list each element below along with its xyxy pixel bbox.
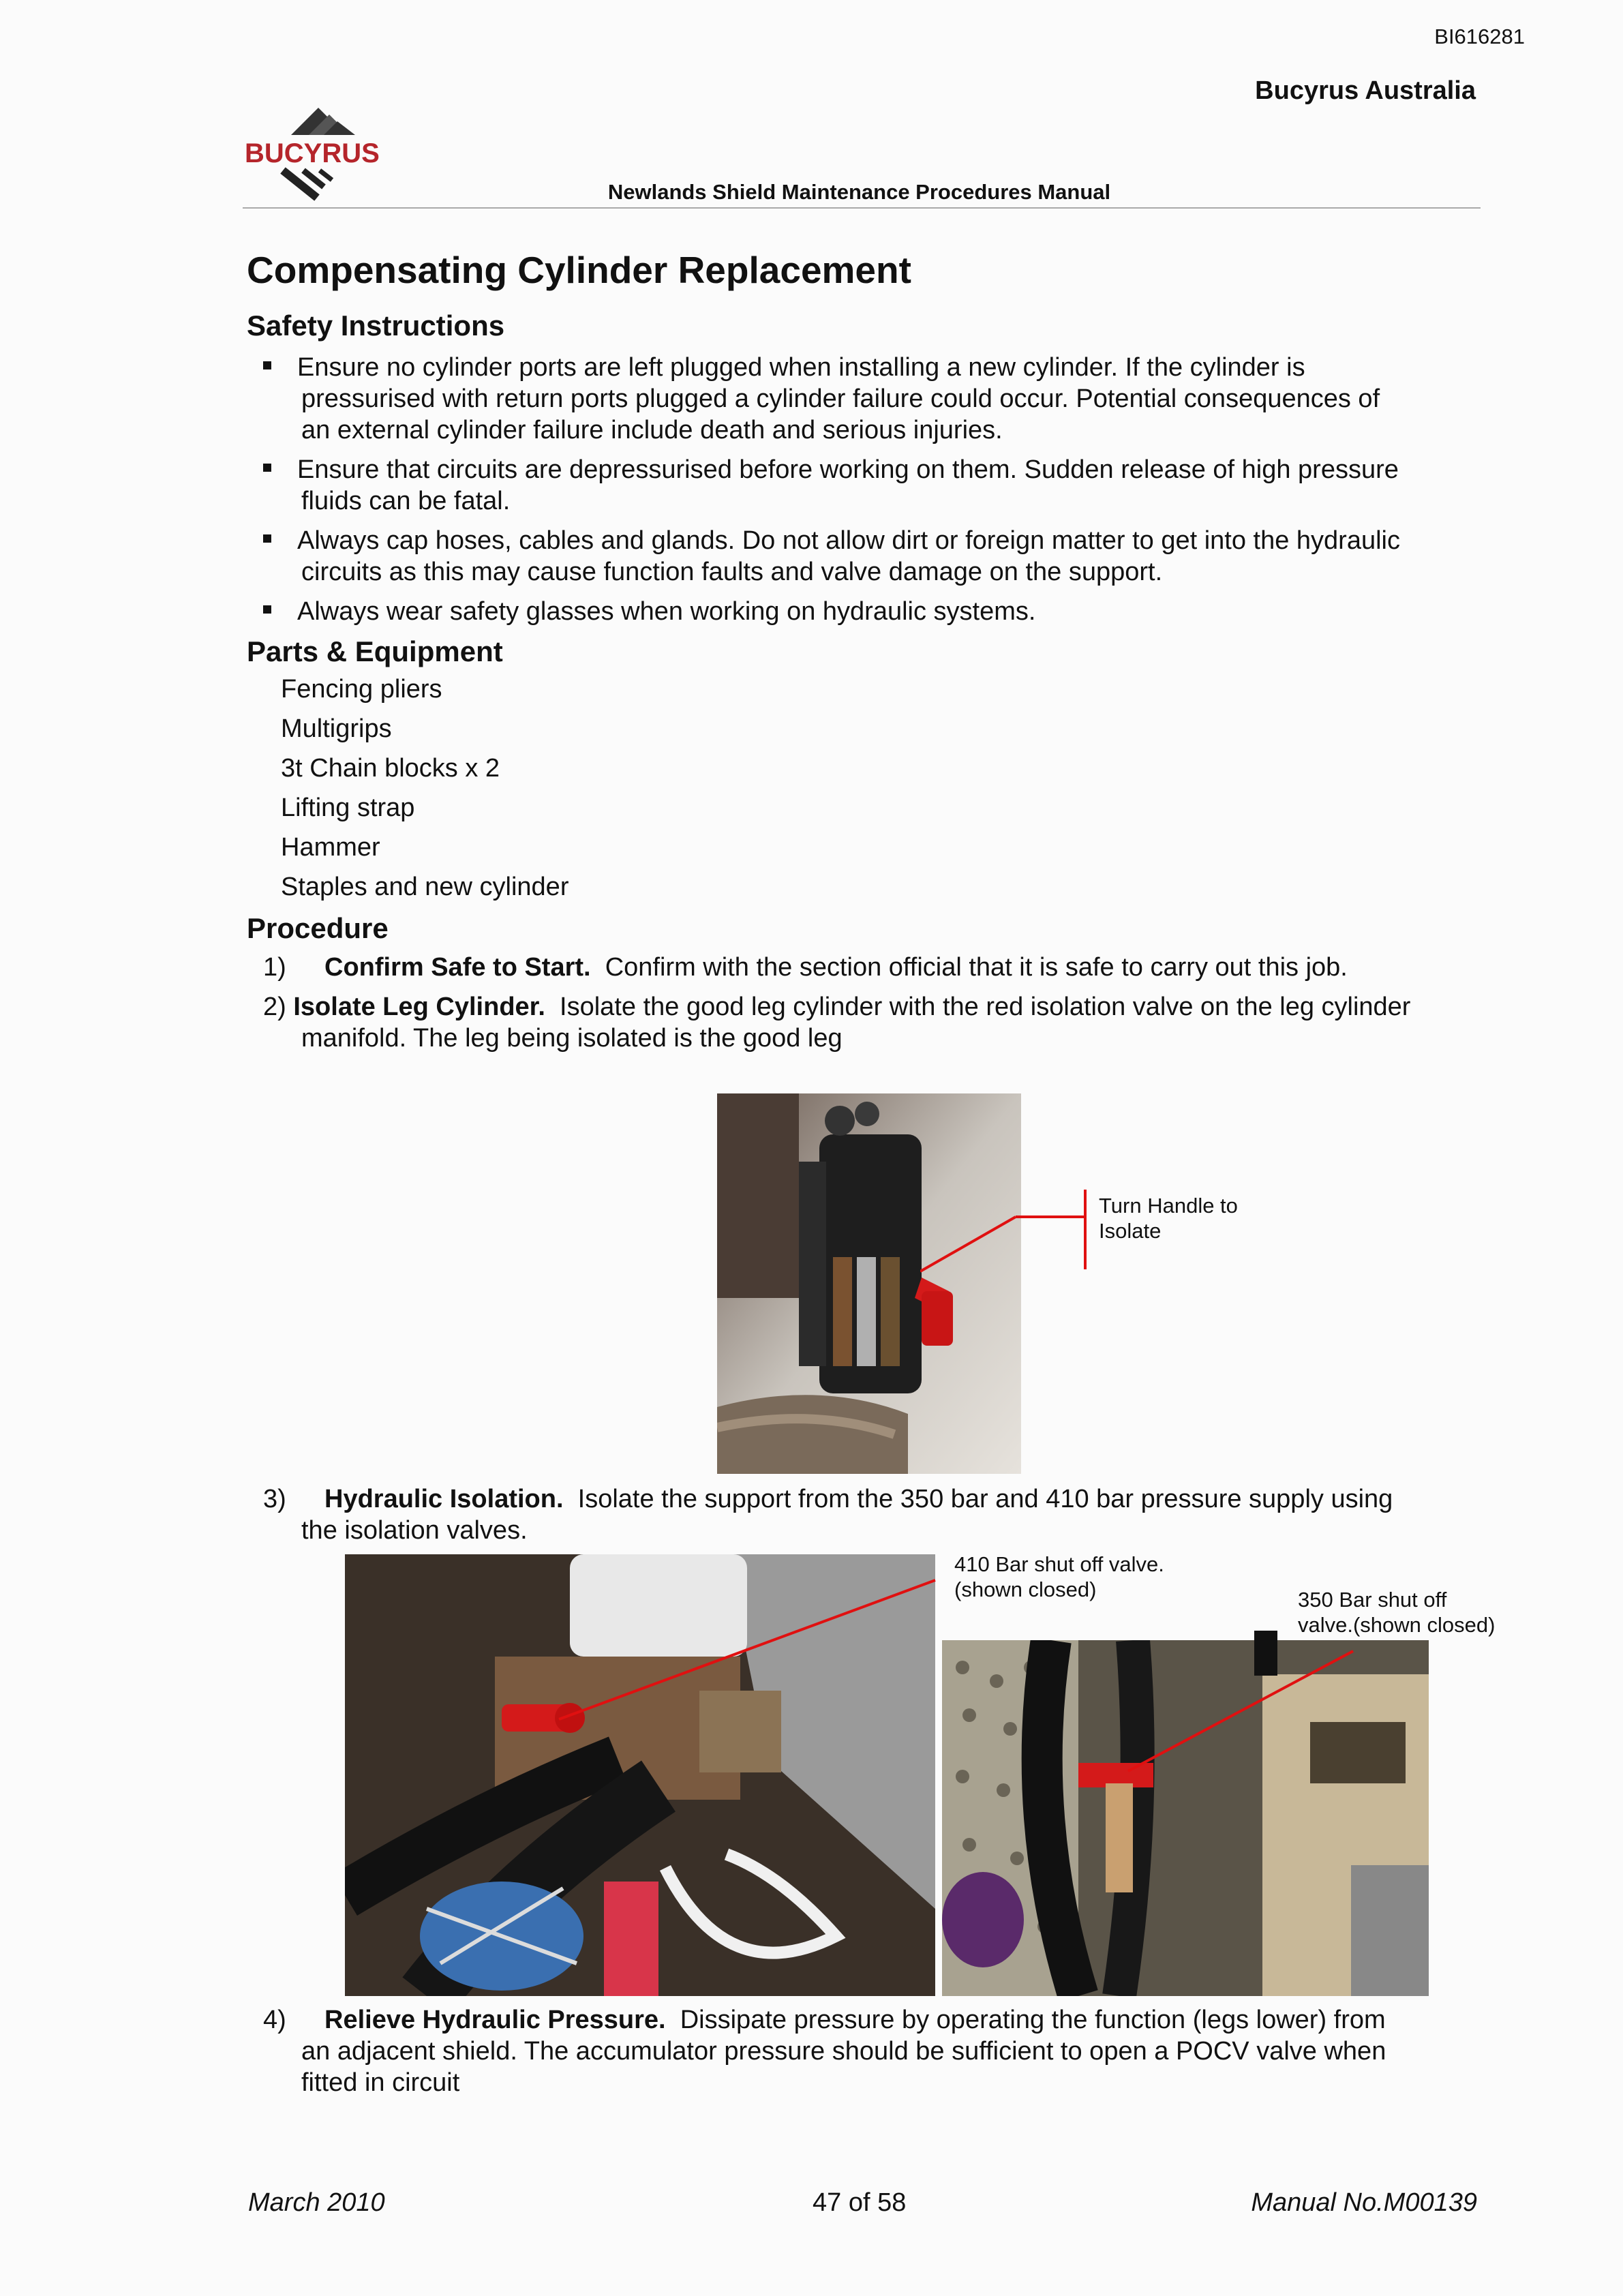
isolate-caption: Turn Handle to Isolate — [1099, 1194, 1238, 1243]
part-item: Lifting strap — [281, 794, 415, 822]
procedure-step: 4) Relieve Hydraulic Pressure. Dissipate pressure by operating the function (legs lower) from an adjacent shield. The accumulator pressure should be sufficient to open a POCV valve when fitted in circuit — [263, 2006, 1386, 2097]
valve-350-caption: 350 Bar shut off valve.(shown closed) — [1298, 1588, 1496, 1637]
procedure-step: 2) Isolate Leg Cylinder. Isolate the good leg cylinder with the red isolation valve on the leg cylinder manifold. The leg being isolated is the good leg — [263, 993, 1411, 1053]
procedure-step: 3) Hydraulic Isolation. Isolate the support from the 350 bar and 410 bar pressure supply using the isolation valves. — [263, 1485, 1393, 1545]
manual-title: Newlands Shield Maintenance Procedures Manual — [607, 180, 1111, 204]
safety-item: Always wear safety glasses when working on hydraulic systems. — [263, 596, 1476, 627]
valve-410-caption: 410 Bar shut off valve. (shown closed) — [954, 1552, 1164, 1601]
safety-item: Ensure no cylinder ports are left plugged when installing a new cylinder. If the cylinder is pressurised with return ports plugged a cylinder failure could occur. Potential consequences of an external cylinder failure include death and serious injuries. — [263, 352, 1476, 446]
company-name: Bucyrus Australia — [1255, 76, 1476, 105]
part-item: 3t Chain blocks x 2 — [281, 754, 500, 783]
manifold-photo — [717, 1093, 1021, 1474]
header-divider — [243, 207, 1481, 209]
bullet-icon — [263, 534, 271, 543]
valve-410-callout-line — [545, 1568, 954, 1732]
part-item: Hammer — [281, 833, 380, 862]
footer-date: March 2010 — [248, 2188, 385, 2217]
part-item: Fencing pliers — [281, 675, 442, 704]
bullet-icon — [263, 464, 271, 472]
parts-heading: Parts & Equipment — [247, 635, 503, 667]
safety-item: Always cap hoses, cables and glands. Do not allow dirt or foreign matter to get into the hydraulic circuits as this may cause function faults and valve damage on the support. — [263, 525, 1476, 588]
logo-text: BUCYRUS — [245, 138, 380, 168]
part-item: Staples and new cylinder — [281, 873, 569, 901]
part-item: Multigrips — [281, 714, 392, 743]
procedure-step: 1) Confirm Safe to Start. Confirm with the section official that it is safe to carry out this job. — [263, 953, 1348, 982]
page-title: Compensating Cylinder Replacement — [247, 249, 911, 291]
procedure-heading: Procedure — [247, 912, 389, 944]
bullet-icon — [263, 605, 271, 614]
footer-manual-number: Manual No.M00139 — [1251, 2188, 1477, 2217]
safety-item: Ensure that circuits are depressurised before working on them. Sudden release of high pressure fluids can be fatal. — [263, 454, 1476, 517]
bullet-icon — [263, 361, 271, 369]
valve-350-callout-line — [1118, 1643, 1363, 1779]
safety-heading: Safety Instructions — [247, 309, 505, 342]
isolate-callout-line — [920, 1186, 1097, 1275]
document-id: BI616281 — [1434, 25, 1525, 48]
footer-page-number: 47 of 58 — [813, 2188, 907, 2217]
